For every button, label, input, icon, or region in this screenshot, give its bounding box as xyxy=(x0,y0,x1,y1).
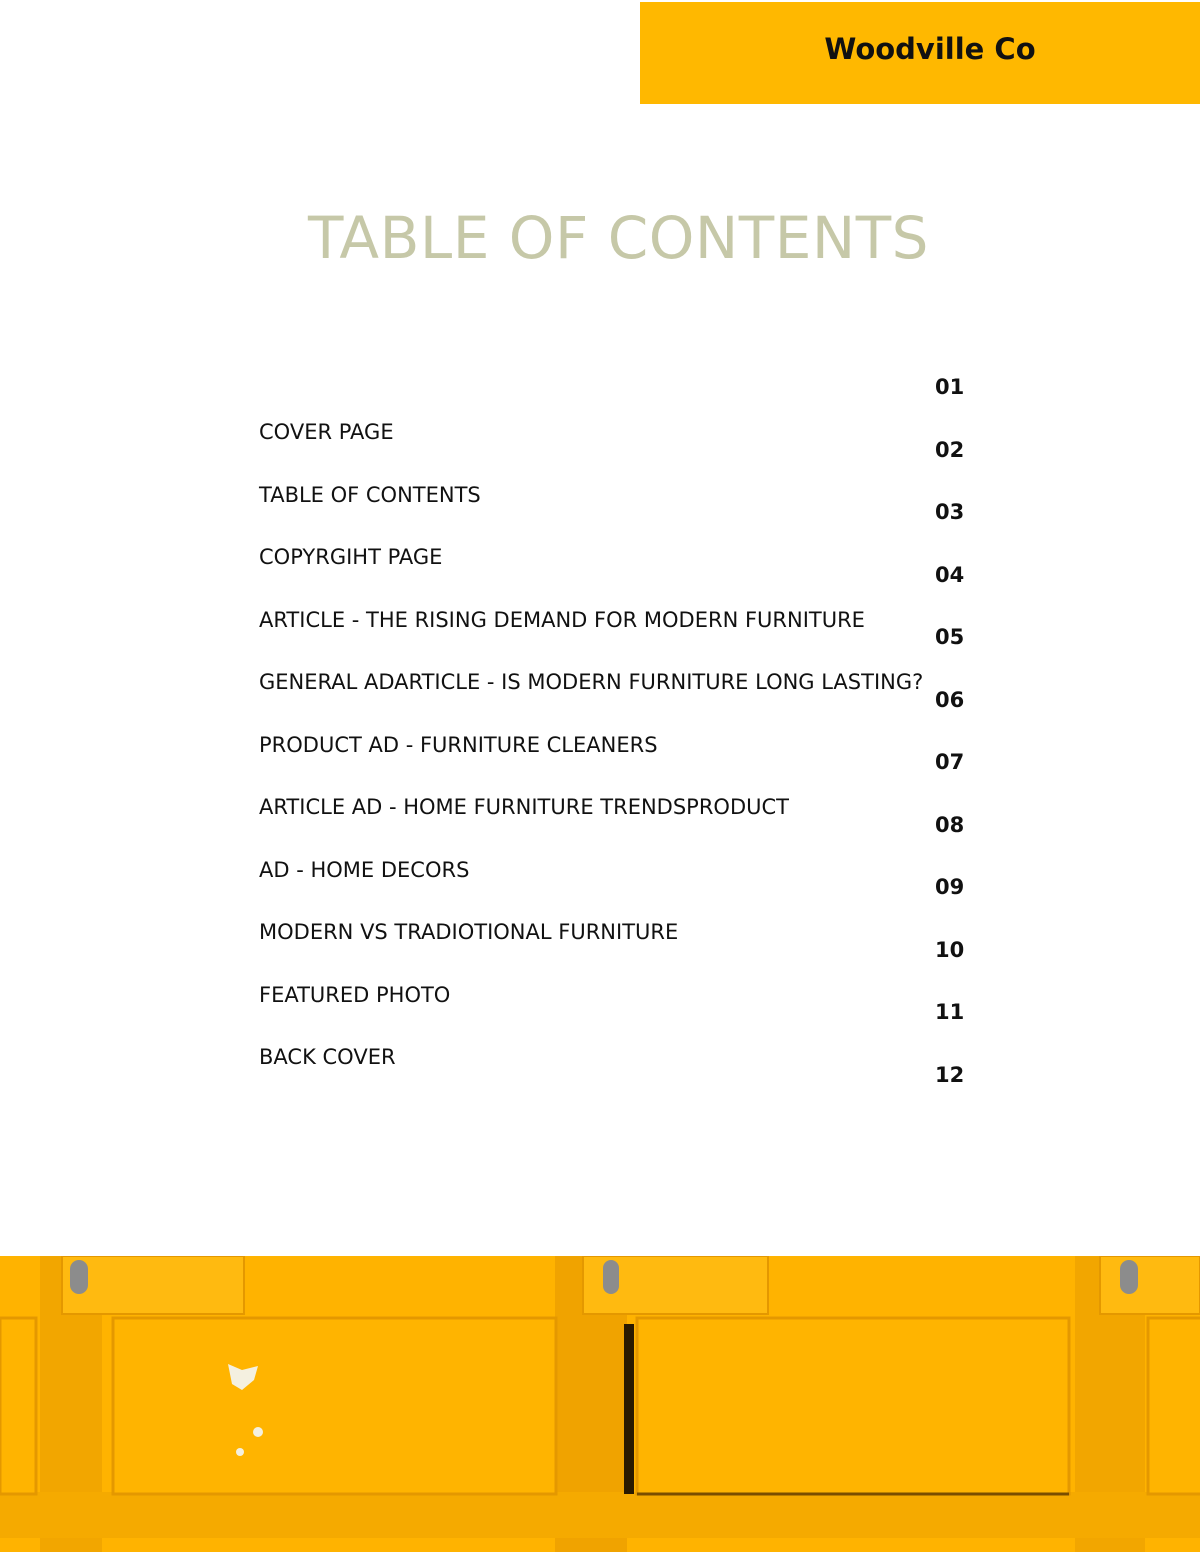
page-number: 07 xyxy=(935,750,965,774)
page-number: 10 xyxy=(935,938,965,962)
toc-entry[interactable]: ARTICLE - THE RISING DEMAND FOR MODERN FURNITURE xyxy=(259,608,865,632)
page-number: 12 xyxy=(935,1063,965,1087)
toc-entry[interactable]: MODERN VS TRADIOTIONAL FURNITURE xyxy=(259,920,679,944)
page-number: 08 xyxy=(935,813,965,837)
page-number: 04 xyxy=(935,563,965,587)
toc-entry[interactable]: COVER PAGE xyxy=(259,420,394,444)
toc-entry[interactable]: FEATURED PHOTO xyxy=(259,983,451,1007)
yellow-drawers-photo xyxy=(0,1256,1200,1552)
page-number: 11 xyxy=(935,1000,965,1024)
page-number: 01 xyxy=(935,375,965,399)
brand-bar xyxy=(640,2,1200,104)
brand-name: Woodville Co xyxy=(824,32,1036,66)
toc-entry[interactable]: PRODUCT AD - FURNITURE CLEANERS xyxy=(259,733,658,757)
page-number: 09 xyxy=(935,875,965,899)
page-number: 03 xyxy=(935,500,965,524)
toc-entry[interactable]: AD - HOME DECORS xyxy=(259,858,470,882)
page-number: 02 xyxy=(935,438,965,462)
toc-entry[interactable]: GENERAL ADARTICLE - IS MODERN FURNITURE LONG LASTING? xyxy=(259,670,924,694)
toc-entry[interactable]: ARTICLE AD - HOME FURNITURE TRENDSPRODUCT xyxy=(259,795,789,819)
page-number: 05 xyxy=(935,625,965,649)
page-number: 06 xyxy=(935,688,965,712)
toc-entry[interactable]: BACK COVER xyxy=(259,1045,396,1069)
page-title: TABLE OF CONTENTS xyxy=(308,204,929,272)
toc-entry[interactable]: TABLE OF CONTENTS xyxy=(259,483,481,507)
toc-entry[interactable]: COPYRGIHT PAGE xyxy=(259,545,443,569)
